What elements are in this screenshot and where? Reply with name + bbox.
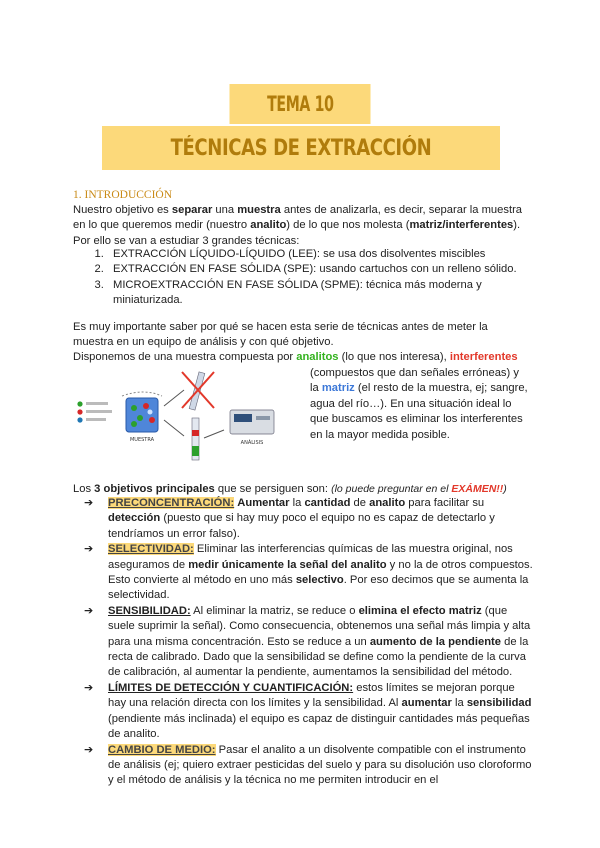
instrument-label: ANÁLISIS: [240, 440, 264, 446]
technique-item: 3. MICROEXTRACCIÓN EN FASE SÓLIDA (SPME): técnica más moderna y miniaturizada.: [107, 278, 547, 309]
intro-paragraph: Nuestro objetivo es separar una muestra antes de analizarla, es decir, separar la muestra en lo que queremos medir (nuestro analito) de lo que nos molesta (matriz/interferentes). Por ello se van a estudiar 3 grandes técnicas:: [73, 204, 523, 247]
purpose-paragraph: Es muy importante saber por qué se hacen esta serie de técnicas antes de meter la muestra en un equipo de análisis y con qué objetivo.: [73, 321, 488, 349]
direct-injection-crossed-icon: [182, 372, 214, 410]
objective-label: SELECTIVIDAD:: [108, 543, 194, 556]
main-title: [102, 126, 500, 170]
main-title-text: TÉCNICAS DE EXTRACCIÓN: [170, 135, 432, 161]
topic-title-text: TEMA 10: [266, 92, 334, 116]
topic-title: [229, 84, 370, 124]
sample-paragraph-line1: Disponemos de una muestra compuesta por analitos (lo que nos interesa), interferentes: [73, 351, 518, 363]
sample-beaker-icon: [122, 392, 162, 443]
objective-item: ➔ PRECONCENTRACIÓN: Aumentar la cantidad de analito para facilitar su detección (puesto que si hay muy poco el equipo no es capaz de detectarlo y tendríamos un error falso).: [84, 497, 495, 540]
technique-item: 1. EXTRACCIÓN LÍQUIDO-LÍQUIDO (LEE): se usa dos disolventes miscibles: [107, 247, 547, 262]
sample-label: MUESTRA: [129, 437, 155, 443]
objective-item: ➔ SENSIBILIDAD: Al eliminar la matriz, se reduce o elimina el efecto matriz (que suele suprimir la señal). Como consecuencia, obtenemos una señal más limpia y alta para una misma concentración. Esto se reduce a un aumento de la pendiente de la recta de calibrado. Dado que la sensibilidad se define como la pendiente de la curva de calibración, al aumentar la pendiente, aumentamos la sensibilidad del método.: [84, 604, 531, 679]
arrow-bullet-icon: ➔: [84, 497, 94, 509]
arrow-bullet-icon: ➔: [84, 604, 94, 617]
arrow-bullet-icon: ➔: [84, 743, 94, 756]
analysis-instrument-icon: [230, 410, 274, 446]
objective-label: SENSIBILIDAD:: [108, 604, 191, 617]
objectives-intro: Los 3 objetivos principales que se persiguen son: (lo puede preguntar en el EXÁMEN!!): [73, 483, 507, 495]
objective-item: ➔ CAMBIO DE MEDIO: Pasar el analito a un disolvente compatible con el instrumento de análisis (ej; quiero extraer pesticidas del suelo y para su disolución uso cloroformo y el método de análisis y la técnica no me permiten introducir en el: [84, 743, 532, 787]
arrow-bullet-icon: ➔: [84, 543, 94, 556]
objective-label: PRECONCENTRACIÓN:: [108, 497, 235, 509]
objectives-list: [73, 496, 533, 789]
legend-icon: [77, 401, 112, 422]
techniques-list: [73, 247, 547, 309]
objective-label: LÍMITES DE DETECCIÓN Y CUANTIFICACIÓN:: [108, 681, 354, 694]
extraction-figure: [74, 368, 284, 468]
extraction-cartridge-icon: [192, 418, 199, 460]
objective-label: CAMBIO DE MEDIO:: [108, 743, 216, 756]
sample-paragraph-rest: (compuestos que dan señales erróneas) y la matriz (el resto de la muestra, ej; sangre, agua del río…). En una situación ideal lo que buscamos es eliminar los interferentes en la mayor medida posible.: [310, 367, 528, 441]
objective-item: ➔ SELECTIVIDAD: Eliminar las interferencias químicas de las muestra original, nos aseguramos de medir únicamente la señal del analito y no la de otros compuestos. Esto convierte al método en uno más selectivo. Por eso decimos que se aumenta la selectividad.: [84, 543, 533, 602]
section-heading: 1. INTRODUCCIÓN: [73, 189, 173, 201]
objective-item: ➔ LÍMITES DE DETECCIÓN Y CUANTIFICACIÓN: estos límites se mejoran porque hay una relación directa con los límites y la sensibilidad. Al aumentar la sensibilidad (pendiente más inclinada) el equipo es capaz de distinguir cantidades más pequeñas de analito.: [84, 681, 532, 741]
arrow-bullet-icon: ➔: [84, 681, 94, 694]
technique-item: 2. EXTRACCIÓN EN FASE SÓLIDA (SPE): usando cartuchos con un relleno sólido.: [107, 262, 547, 277]
